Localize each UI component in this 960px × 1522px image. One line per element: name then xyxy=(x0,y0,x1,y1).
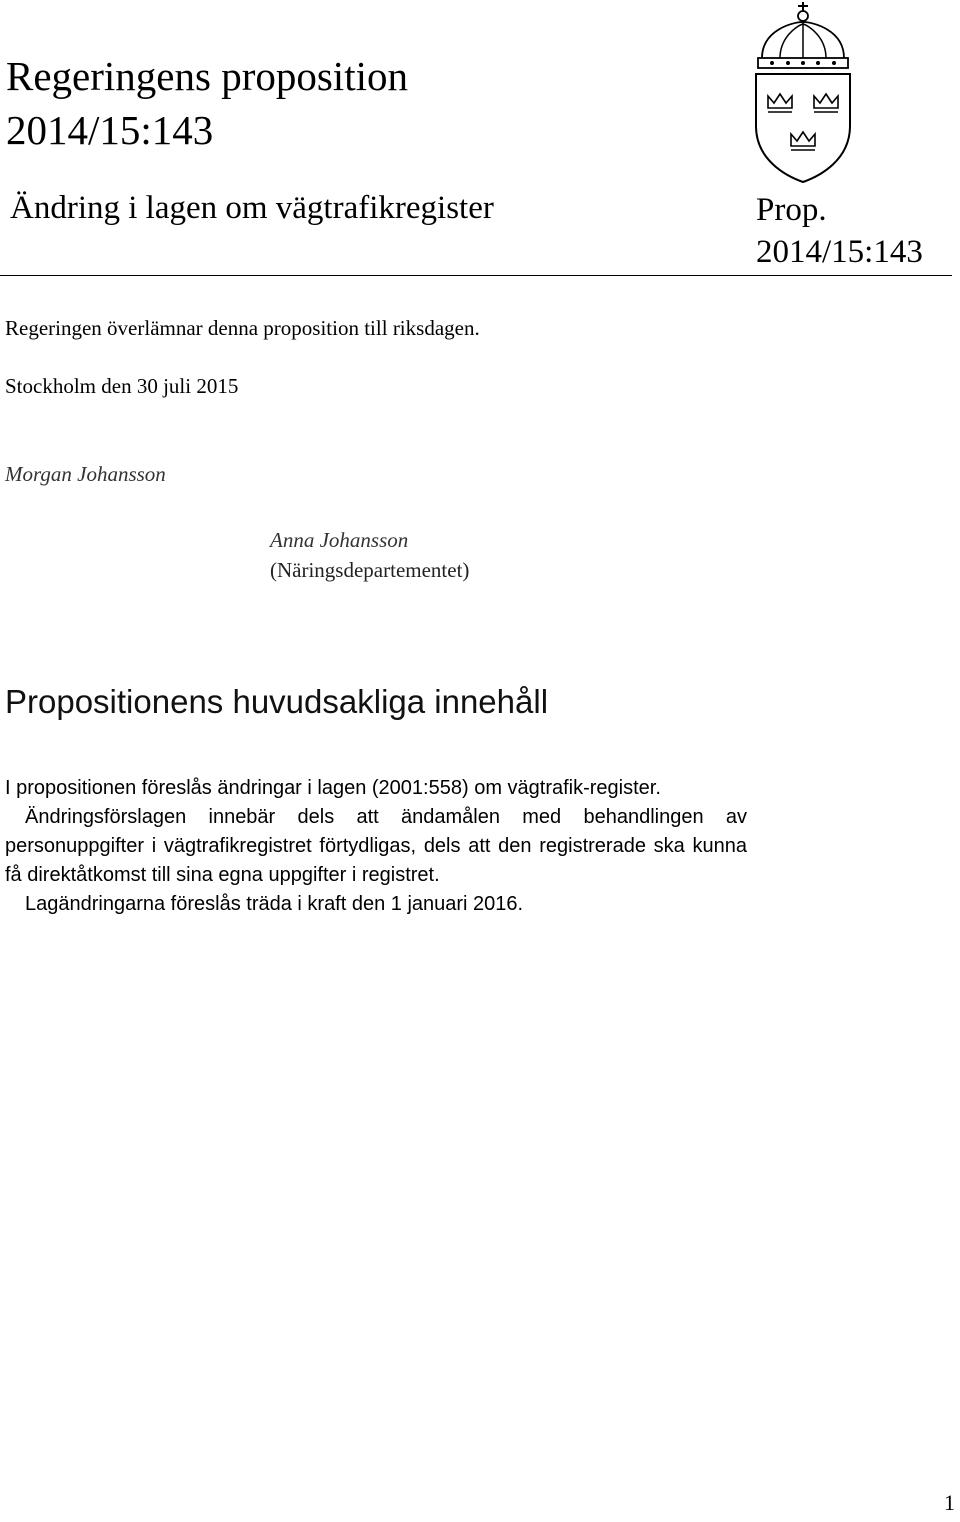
three-crowns-coat-of-arms-icon xyxy=(748,0,858,185)
summary-paragraph: Lagändringarna föreslås träda i kraft den 1 januari 2016. xyxy=(25,893,524,915)
place-date: Stockholm den 30 juli 2015 xyxy=(5,374,239,398)
prop-label-line2: 2014/15:143 xyxy=(756,234,923,270)
header-divider xyxy=(0,275,952,276)
signatory-department: (Näringsdepartementet) xyxy=(270,558,470,582)
summary-body xyxy=(5,774,747,919)
signatory-second: Anna Johansson xyxy=(270,528,409,552)
transmittal-text: Regeringen överlämnar denna proposition till riksdagen. xyxy=(5,316,480,340)
document-title-line2: 2014/15:143 xyxy=(6,107,214,153)
summary-paragraph: Ändringsförslagen innebär dels att ändamålen med behandlingen av personuppgifter i vägtrafikregistret förtydligas, dels att den registrerade ska kunna få direktåtkomst till sina egna uppgifter i registret. xyxy=(5,806,747,886)
summary-paragraph: I propositionen föreslås ändringar i lagen (2001:558) om vägtrafik-register. xyxy=(5,777,661,799)
document-subtitle: Ändring i lagen om vägtrafikregister xyxy=(10,190,494,226)
prop-label-line1: Prop. xyxy=(756,192,827,228)
summary-heading: Propositionens huvudsakliga innehåll xyxy=(5,683,549,720)
page-number: 1 xyxy=(944,1490,955,1515)
document-title-line1: Regeringens proposition xyxy=(6,53,408,99)
signatory-first: Morgan Johansson xyxy=(5,462,166,486)
